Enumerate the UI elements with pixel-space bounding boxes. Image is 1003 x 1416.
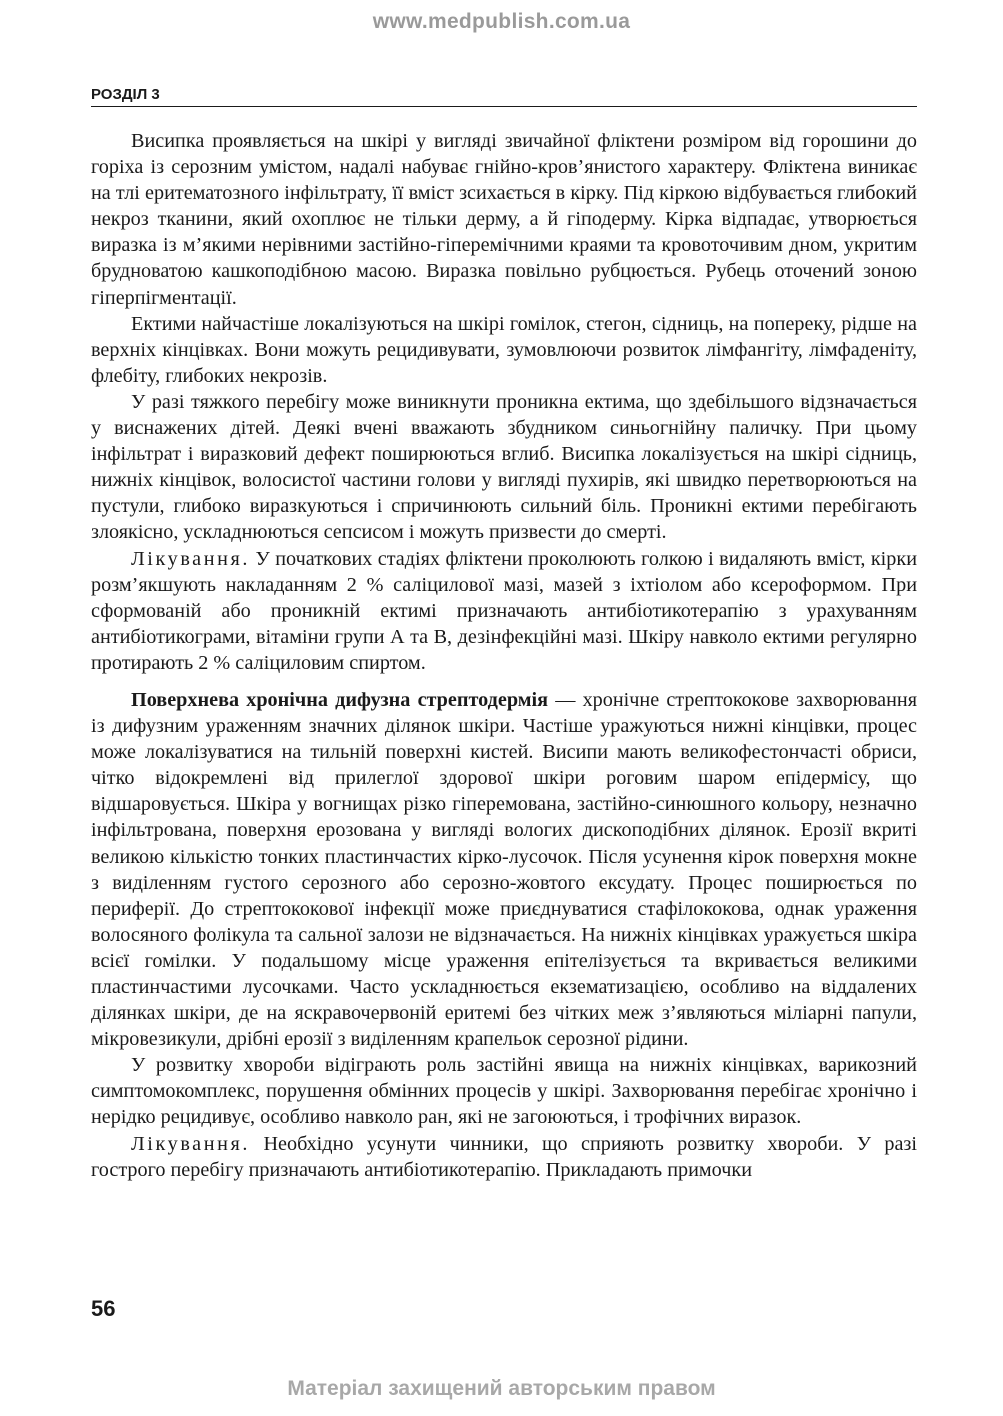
paragraph-chronic-streptoderma (91, 687, 917, 1052)
paragraph-penetrating-ecthyma: У разі тяжкого перебігу може виникнути проникна ектима, що здебільшого відзначається у виснажених дітей. Деякі вчені вважають збудником синьогнійну паличку. При цьому інфільтрат і виразковий дефект поширюються вглиб. Висипка локалізується на шкірі сідниць, нижніх кінцівок, волосистої частини голови у вигляді пухирів, які швидко перетворюються на пустули, глибоко виразкуються і спричинюють сильний біль. Проникні ектими перебігають злоякісно, ускладнюються сепсисом і можуть призвести до смерті. (91, 390, 917, 544)
paragraph-streptoderma-treatment (91, 1131, 917, 1183)
paragraph-ecthyma-treatment (91, 546, 917, 676)
term-heading: Поверхнева хронічна дифузна стрептодермія (131, 688, 549, 711)
treatment-text: Необхідно усунути чинники, що сприяють розвитку хвороби. У разі гострого перебігу призначають антибіотикотерапію. Прикладають примочки (91, 1132, 917, 1181)
copyright-watermark: Матеріал захищений авторським правом (287, 1377, 716, 1400)
site-url-watermark: www.medpublish.com.ua (372, 10, 631, 33)
treatment-text: У початкових стадіях фліктени проколюють голкою і видаляють вміст, кірки розм’якшують накладанням 2 % саліцилової мазі, мазей з іхтіолом або ксероформом. При сформованій або проникній ектимі призначають антибіотикотерапію з урахуванням антибіотикограми, вітаміни групи А та В, дезінфекційні мазі. Шкіру навколо ектими регулярно протирають 2 % саліциловим спиртом. (91, 547, 917, 674)
chapter-running-head: РОЗДІЛ 3 (91, 86, 917, 107)
body-text (91, 128, 917, 1183)
treatment-lead: Лікування. (131, 547, 251, 570)
paragraph-rash-description: Висипка проявляється на шкірі у вигляді звичайної фліктени розміром від горошини до горіха із серозним умістом, надалі набуває гнійно-кров’янистого характеру. Фліктена виникає на тлі еритематозного інфільтрату, її вміст зсихається в кірку. Під кіркою відбувається глибокий некроз тканини, який охоплює не тільки дерму, а й гіподерму. Кірка відпадає, утворюється виразка із м’якими нерівними застійно-гіперемічними краями та кровоточивим дном, укритим брудноватою кашкоподібною масою. Виразка повільно рубцюється. Рубець оточений зоною гіперпігментації. (91, 130, 917, 309)
paragraph-ecthyma-localization: Ектими найчастіше локалізуються на шкірі гомілок, стегон, сідниць, на попереку, рідше на верхніх кінцівках. Вони можуть рецидивувати, зумовлюючи розвиток лімфангіту, лімфаденіту, флебіту, глибоких некрозів. (91, 312, 917, 387)
treatment-lead: Лікування. (131, 1132, 251, 1155)
paragraph-disease-development: У розвитку хвороби відіграють роль застійні явища на нижніх кінцівках, варикозний симптомокомплекс, порушення обмінних процесів у шкірі. Захворювання перебігає хронічно і нерідко рецидивує, особливо навколо ран, які не загоюються, і трофічних виразок. (91, 1054, 917, 1129)
page-number: 56 (91, 1296, 116, 1321)
definition-text: — хронічне стрептококове захворювання із дифузним ураженням значних ділянок шкіри. Частіше уражуються нижні кінцівки, процес може локалізуватися на тильній поверхні кистей. Висипи мають великофестончасті обриси, чітко відокремлені від прилеглої здорової шкіри роговим шаром епідермісу, що відшаровується. Шкіра у вогнищах різко гіперемована, застійно-синюшного кольору, незначно інфільтрована, поверхня ерозована у вигляді вологих дископодібних ділянок. Ерозії вкриті великою кількістю тонких пластинчастих кірко-лусочок. Після усунення кірок поверхня мокне з виділенням густого серозного або серозно-жовтого ексудату. Процес поширюється по периферії. До стрептококової інфекції може приєднуватися стафілококова, однак ураження волосяного фолікула та сальної залози не відзначається. На нижніх кінцівках уражується шкіра всієї гомілки. У подальшому місце ураження епітелізується та вкривається великими пластинчастими лусочками. Часто ускладнюється екзематизацією, особливо на віддалених ділянках шкіри, де на яскравочервоній еритемі без чітких меж з’являються міліарні папули, мікровезикули, дрібні ерозії з виділенням крапельок серозної рідини. (91, 688, 917, 1051)
